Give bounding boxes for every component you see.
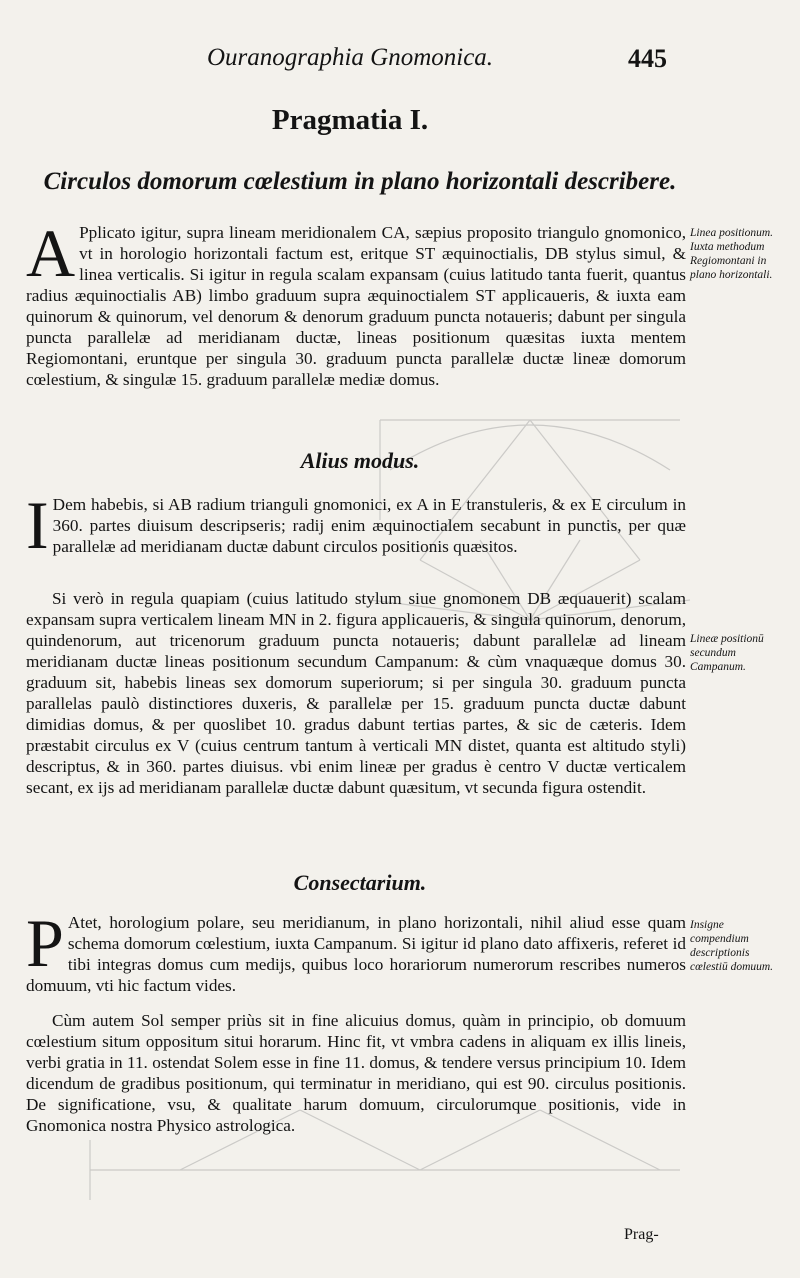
running-title: Ouranographia Gnomonica. bbox=[206, 44, 494, 71]
catchword: Prag- bbox=[624, 1226, 659, 1243]
dropcap-i: I bbox=[26, 487, 49, 563]
paragraph-4-text: Atet, horologium polare, seu meridianum, in plano horizontali, nihil aliud esse quam schema domorum cœlestium, iuxta Campanum. Si igitur id plano dato affixeris, referet id tibi integras domus cum medijs, quibus loco horariorum numerorum rescribes numeros domuum, vti hic factum vides. bbox=[26, 913, 686, 995]
dropcap-a: A bbox=[26, 215, 76, 291]
paragraph-2-text: Dem habebis, si AB radium trianguli gnomonici, ex A in E transtuleris, & ex E circulum in 360. partes diuisum descripseris; radij enim æquinoctialem secabunt in punctis, per quæ parallelæ ad meridianam ductæ dabunt circulos positionis quæsitos. bbox=[52, 495, 686, 556]
paragraph-5 bbox=[26, 1010, 686, 1136]
paragraph-3 bbox=[26, 588, 686, 798]
subheading-consectarium: Consectarium. bbox=[293, 870, 427, 895]
subheading-alius-modus: Alius modus. bbox=[300, 448, 420, 473]
paragraph-5-text: Cùm autem Sol semper priùs sit in fine alicuius domus, quàm in principio, ob domuum cœlestium situm oppositum situi horarum. Hinc fit, vt vmbra cadens in aliquam ex illis lineis, verbi gratia in 11. ostendat Solem esse in fine 11. domus, & tendere versus principium 10. Idem dicendum de gradibus positionum, qui terminatur in meridiano, qui est 90. circulus positionis. De significatione, vsu, & qualitate harum domuum, circulorumque positionis, vide in Gnomonica nostra Physico astrologica. bbox=[26, 1011, 686, 1135]
section-title: Pragmatia I. bbox=[271, 104, 429, 136]
paragraph-2 bbox=[26, 487, 686, 563]
dropcap-p: P bbox=[26, 905, 64, 981]
paragraph-1-text: Pplicato igitur, supra lineam meridionalem CA, sæpius proposito triangulo gnomonico, vt in horologio horizontali factum est, eritque ST æquinoctialis, DB stylus simul, & linea verticalis. Si igitur in regula scalam expansam (cuius latitudo tanta fuerit, quantus radius æquinoctialis AB) limbo graduum supra æquinoctialem ST applicaueris, & iuxta eam quinorum & quinorum, vel denorum & denorum graduum puncta notaueris; dabunt per singula puncta parallelæ ad meridianam ductæ, lineas positionum quæsitas iuxta mentem Regiomontani, eruntque per singula 30. graduum puncta parallelæ ductæ lineæ domorum cœlestium, & singulæ 15. graduum parallelæ mediæ domus. bbox=[26, 223, 686, 389]
chapter-heading: Circulos domorum cœlestium in plano horizontali describere. bbox=[43, 168, 677, 195]
paragraph-3-text: Si verò in regula quapiam (cuius latitudo stylum siue gnomonem DB æquauerit) scalam expansam supra verticalem lineam MN in 2. figura applicaueris, & singula quinorum, denorum, quindenorum, aut tricenorum graduum puncta notaueris; dabunt parallelæ ad lineam meridianam ductæ lineas positionum secundum Campanum: & cùm vnaquæque domus 30. graduum sit, habebis lineas sex domorum superiorum; si per singula 30. graduum puncta parallelas paulò distinctiores duxeris, & parallelæ per 15. graduum puncta ductæ dabunt dimidias domus, & per quoslibet 10. gradus dabunt tertias partes, & sic de cæteris. Idem præstabit circulus ex V (cuius centrum tantum à verticali MN distet, quanta est altitudo styli) descriptus, & in 360. partes diuisus. vbi enim lineæ per gradus è centro V ductæ verticalem secant, ex ijs ad meridianam parallelæ ductæ dabunt quæsitum, vt secunda figura ostendit. bbox=[26, 589, 686, 797]
paragraph-4 bbox=[26, 905, 686, 996]
page-number: 445 bbox=[628, 44, 667, 73]
paragraph-1 bbox=[26, 215, 686, 390]
margin-note-compendium: Insigne compendium descriptionis cœlestiū domuum. bbox=[690, 919, 774, 973]
margin-note-regiomontanus: Linea positionum. Iuxta methodum Regiomontani in plano horizontali. bbox=[690, 227, 774, 281]
margin-note-campanus: Lineæ positionū secundum Campanum. bbox=[690, 633, 764, 673]
